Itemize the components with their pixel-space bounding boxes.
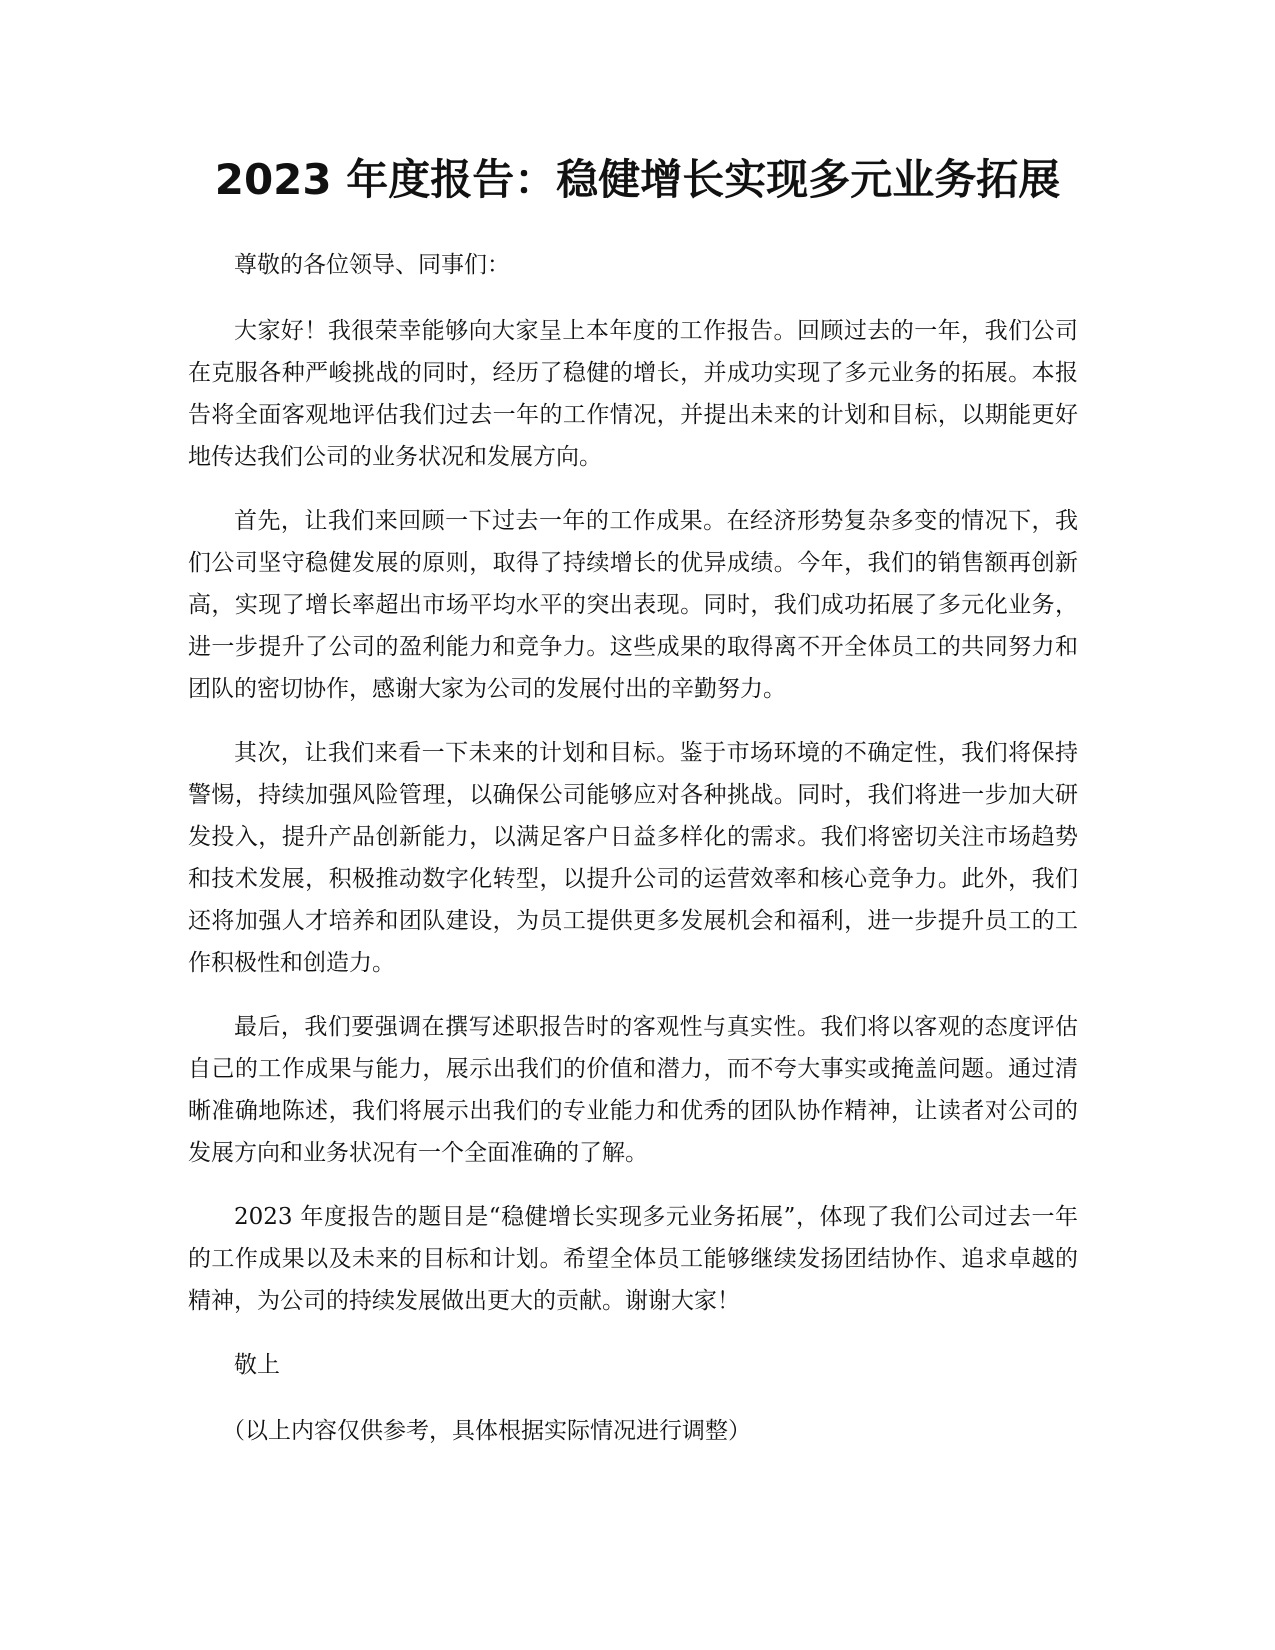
document-title: 2023 年度报告：稳健增长实现多元业务拓展: [214, 155, 1061, 204]
paragraph-intro: 大家好！我很荣幸能够向大家呈上本年度的工作报告。回顾过去的一年，我们公司在克服各种严峻挑战的同时，经历了稳健的增长，并成功实现了多元业务的拓展。本报告将全面客观地评估我们过去一年的工作情况，并提出未来的计划和目标，以期能更好地传达我们公司的业务状况和发展方向。: [188, 318, 1078, 470]
paragraph-future-plans: 其次，让我们来看一下未来的计划和目标。鉴于市场环境的不确定性，我们将保持警惕，持续加强风险管理，以确保公司能够应对各种挑战。同时，我们将进一步加大研发投入，提升产品创新能力，以满足客户日益多样化的需求。我们将密切关注市场趋势和技术发展，积极推动数字化转型，以提升公司的运营效率和核心竞争力。此外，我们还将加强人才培养和团队建设，为员工提供更多发展机会和福利，进一步提升员工的工作积极性和创造力。: [188, 740, 1078, 976]
salutation: 尊敬的各位领导、同事们：: [234, 252, 510, 278]
paragraph-achievements: 首先，让我们来回顾一下过去一年的工作成果。在经济形势复杂多变的情况下，我们公司坚守稳健发展的原则，取得了持续增长的优异成绩。今年，我们的销售额再创新高，实现了增长率超出市场平均水平的突出表现。同时，我们成功拓展了多元化业务，进一步提升了公司的盈利能力和竞争力。这些成果的取得离不开全体员工的共同努力和团队的密切协作，感谢大家为公司的发展付出的辛勤努力。: [188, 508, 1078, 702]
disclaimer-note: （以上内容仅供参考，具体根据实际情况进行调整）: [222, 1418, 751, 1444]
closing: 敬上: [234, 1352, 280, 1378]
document-body: [188, 244, 1078, 1474]
paragraph-conclusion: 2023 年度报告的题目是“稳健增长实现多元业务拓展”，体现了我们公司过去一年的工作成果以及未来的目标和计划。希望全体员工能够继续发扬团结协作、追求卓越的精神，为公司的持续发展做出更大的贡献。谢谢大家！: [188, 1204, 1078, 1314]
paragraph-objectivity: 最后，我们要强调在撰写述职报告时的客观性与真实性。我们将以客观的态度评估自己的工作成果与能力，展示出我们的价值和潜力，而不夸大事实或掩盖问题。通过清晰准确地陈述，我们将展示出我们的专业能力和优秀的团队协作精神，让读者对公司的发展方向和业务状况有一个全面准确的了解。: [188, 1014, 1078, 1166]
